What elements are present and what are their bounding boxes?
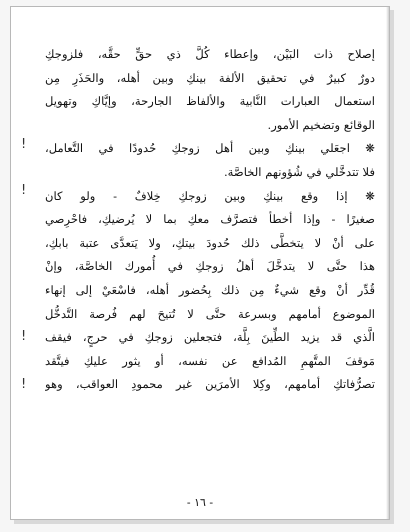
- text-line: إصلاح ذات البَيْن، وإعطاء كُلَّ ذي حقٍّ حقَّه، فلزوجكِ: [45, 47, 375, 61]
- text-line: فلا تتدخَّلي في شُؤونهم الخاصَّة.: [224, 164, 375, 179]
- text-line: تصرُّفاتكِ أمامهم، وكِلا الأمرَين غير محمودِ العواقب، وهو: [45, 377, 375, 392]
- text-line: [45, 137, 375, 161]
- bullet-paragraph: [45, 185, 375, 397]
- margin-mark: !: [21, 377, 27, 392]
- text-line: مَوقفَ المتَّهمِ المُدافع عن نفسه، أو يثور عليكِ فيتَّقد: [45, 353, 375, 368]
- text-line: على أنْ لا يتخطَّى ذلك حُدودَ بيتكِ، ولا يَتعدَّى عتبة بابكِ،: [45, 235, 375, 250]
- text-line-content: اجعَلي بينكِ وبين أهل زوجكِ حُدودًا في التَّعامل،: [45, 141, 350, 156]
- margin-mark: !: [21, 137, 27, 152]
- text-line: صغيرًا - وإذا أخطأ فتصرَّف معكِ بما لا يُرضيكِ، فاحْرِصي: [45, 212, 375, 227]
- page-number: - ١٦ -: [186, 496, 214, 509]
- paragraph: [45, 43, 375, 137]
- text-line: الَّذي قد يزيد الطِّينَ بِلَّة، فتجعلين زوجكِ في حرجٍ، فيقف: [45, 330, 375, 345]
- text-line: [45, 185, 375, 209]
- book-page: [10, 6, 390, 520]
- text-line: قُدِّر أنْ وقع شيءٌ مِن ذلك بِحُضور أهله، فاسْعَيْ إلى إنهاء: [45, 282, 375, 297]
- text-line: هذا حتَّى لا يتدخَّلَ أهلُ زوجكِ في أُمورك الخاصَّة، وإنْ: [45, 259, 375, 274]
- text-line-content: إذا وقع بينكِ وبين زوجكِ خِلافٌ - ولو كان: [45, 188, 348, 203]
- page-edge: [386, 7, 389, 519]
- bullet-paragraph: [45, 137, 375, 184]
- margin-mark: !: [21, 183, 27, 198]
- bullet-mark: ❋: [365, 141, 375, 156]
- text-line: الموضوع أمامهم وبسرعة حتَّى لا تُتيحَ لهم فُرصة التَّدخُّل: [45, 306, 375, 321]
- text-line: دورٌ كبيرٌ في تحقيق الألفة بينكِ وبين أهله، والحَذَرِ مِن: [45, 70, 375, 85]
- text-line: الوقائع وتضخيم الأمور.: [267, 117, 375, 132]
- bullet-mark: ❋: [365, 188, 375, 203]
- margin-mark: !: [21, 329, 27, 344]
- text-line: استعمال العبارات النَّابية والألفاظ الجارحة، وإيَّاكِ وتهويل: [45, 94, 375, 109]
- body-text: [45, 43, 375, 397]
